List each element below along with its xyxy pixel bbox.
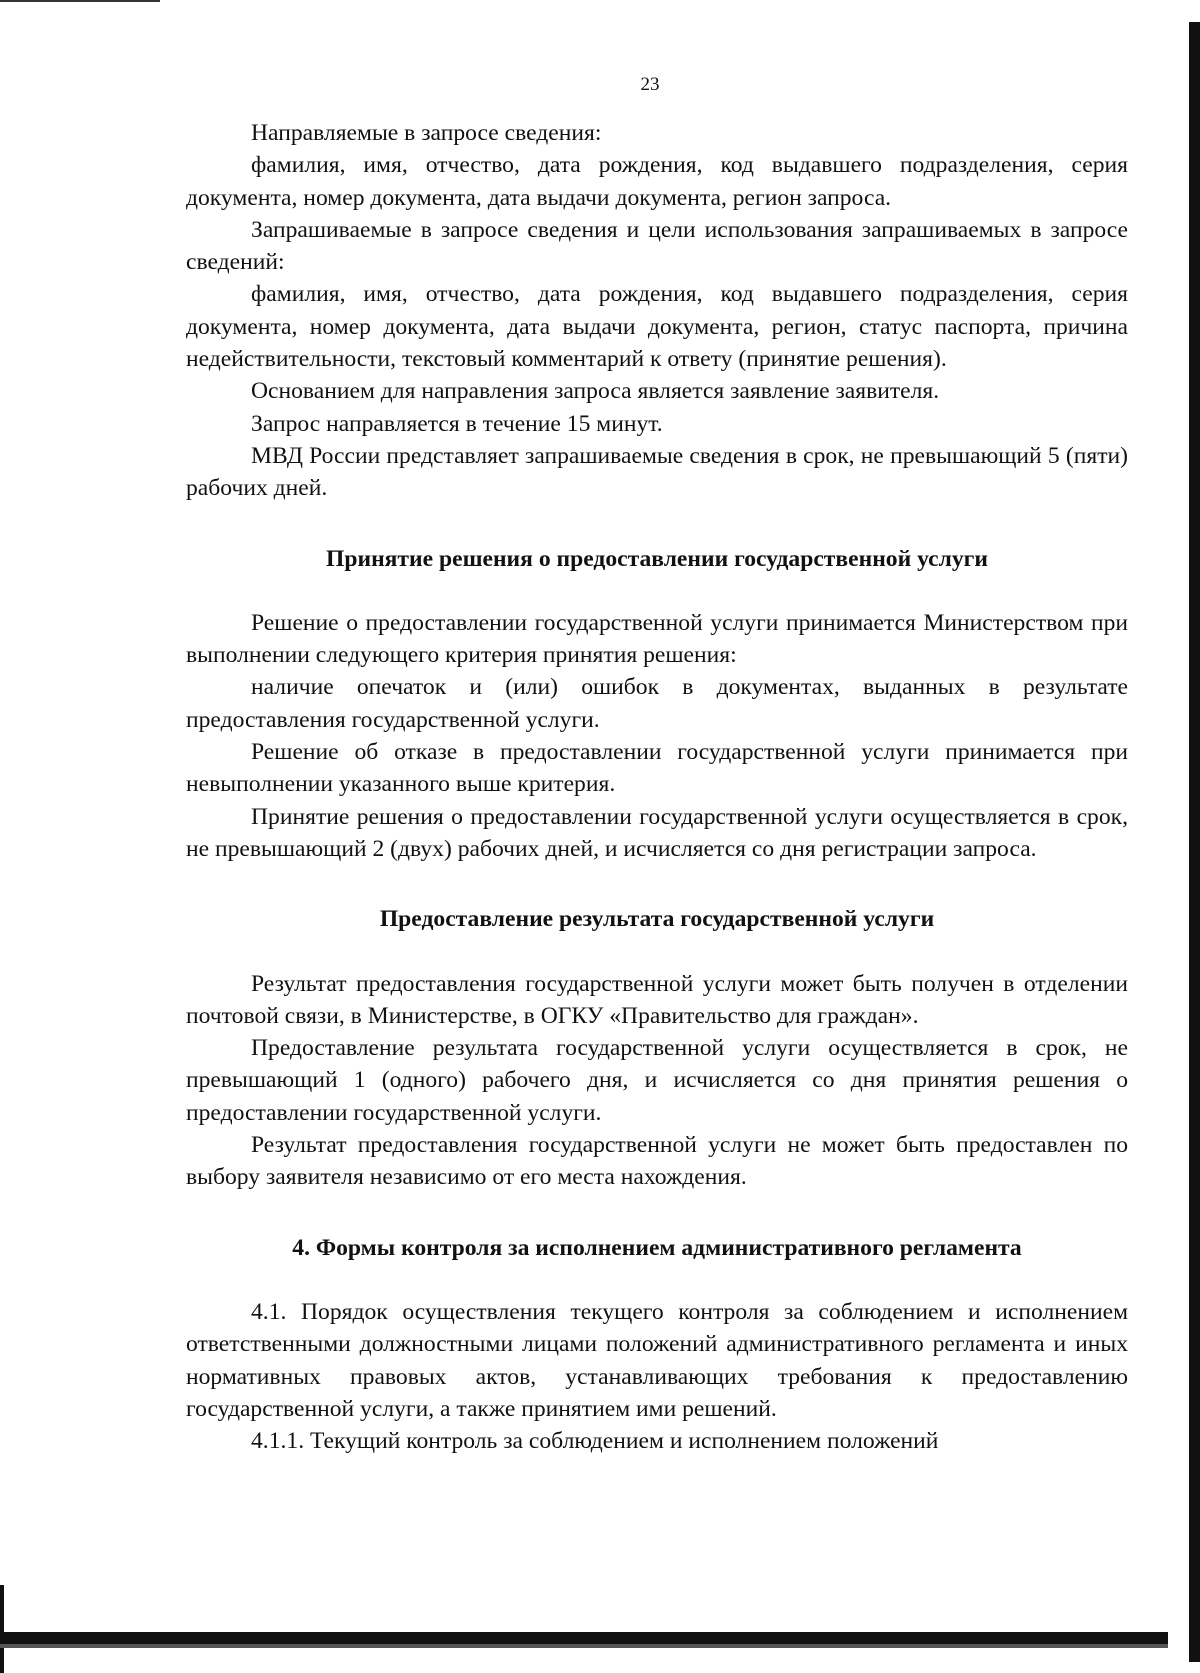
section-heading: 4. Формы контроля за исполнением административного регламента (292, 1234, 1022, 1261)
section-heading: Принятие решения о предоставлении государственной услуги (326, 545, 988, 572)
paragraph: Запрос направляется в течение 15 минут. (251, 410, 663, 437)
paragraph: фамилия, имя, отчество, дата рождения, код выдавшего подразделения, серия документа, номер документа, дата выдачи документа, регион, статус паспорта, причина недействительности, текстовый комментарий к ответу (принятие решения). (186, 281, 1128, 373)
paragraph: Принятие решения о предоставлении государственной услуги осуществляется в срок, не превышающий 2 (двух) рабочих дней, и исчисляется со дня регистрации запроса. (186, 803, 1128, 862)
document-body (186, 117, 1128, 1457)
paragraph: Направляемые в запросе сведения: (251, 120, 602, 146)
paragraph: Основанием для направления запроса является заявление заявителя. (251, 378, 940, 405)
page-number: 23 (640, 74, 660, 95)
paragraph: наличие опечаток и (или) ошибок в документах, выданных в результате предоставления государственной услуги. (186, 674, 1128, 733)
paragraph: Запрашиваемые в запросе сведения и цели использования запрашиваемых в запросе сведений: (186, 216, 1128, 276)
paragraph: 4.1.1. Текущий контроль за соблюдением и исполнением положений (251, 1428, 939, 1455)
scan-edge-right (1189, 22, 1200, 1662)
scan-edge-top (0, 0, 160, 2)
scan-edge-bottom-shadow (0, 1644, 1168, 1648)
section-heading: Предоставление результата государственной услуги (379, 906, 935, 933)
paragraph: Результат предоставления государственной услуги может быть получен в отделении почтовой связи, в Министерстве, в ОГКУ «Правительство для граждан». (186, 970, 1128, 1029)
paragraph: Решение об отказе в предоставлении государственной услуги принимается при невыполнении указанного выше критерия. (186, 739, 1128, 798)
paragraph: Предоставление результата государственной услуги осуществляется в срок, не превышающий 1 (одного) рабочего дня, и исчисляется со дня принятия решения о предоставлении государственной услуги. (186, 1035, 1128, 1126)
paragraph: Результат предоставления государственной услуги не может быть предоставлен по выбору заявителя независимо от его места нахождения. (186, 1132, 1128, 1191)
paragraph: фамилия, имя, отчество, дата рождения, код выдавшего подразделения, серия документа, номер документа, дата выдачи документа, регион запроса. (186, 152, 1128, 211)
paragraph: МВД России представляет запрашиваемые сведения в срок, не превышающий 5 (пяти) рабочих дней. (186, 442, 1128, 502)
paragraph: 4.1. Порядок осуществления текущего контроля за соблюдением и исполнением ответственными должностными лицами положений административного регламента и иных нормативных правовых актов, устанавливающих требования к предоставлению государственной услуги, а также принятием ими решений. (186, 1298, 1128, 1422)
scan-edge-left (0, 1585, 4, 1673)
scan-edge-bottom (0, 1632, 1168, 1644)
paragraph: Решение о предоставлении государственной услуги принимается Министерством при выполнении следующего критерия принятия решения: (186, 609, 1128, 669)
